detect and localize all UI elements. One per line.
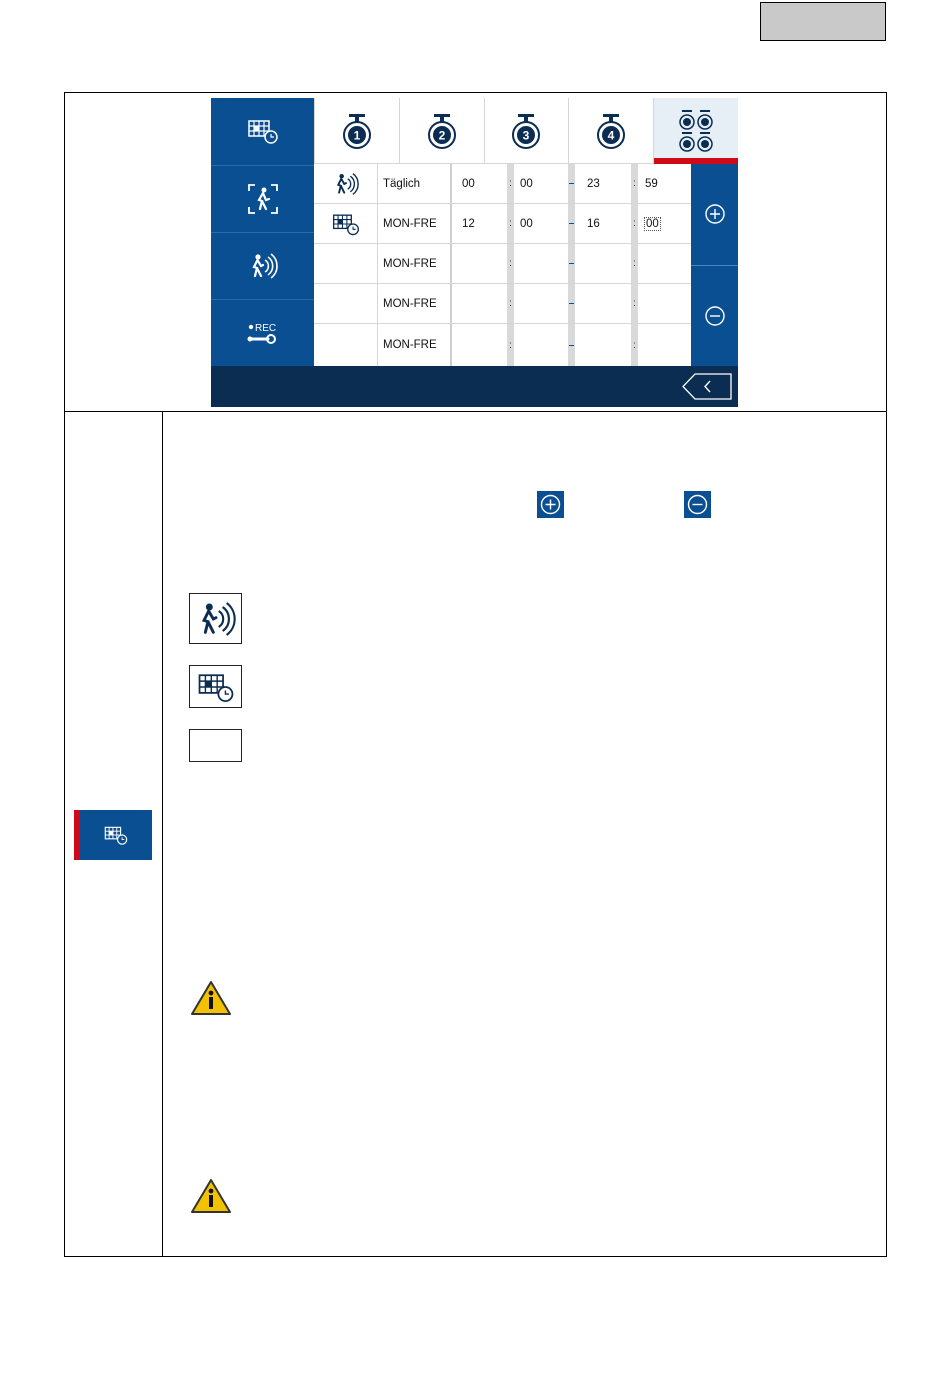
schedule-grid-icon <box>246 117 280 145</box>
table-divider <box>64 411 887 412</box>
schedule-grid-icon <box>103 824 129 846</box>
rec-label: REC <box>254 322 276 334</box>
colon-separator: : <box>507 164 514 203</box>
row-start-minute[interactable]: 00 <box>520 177 533 190</box>
camera-4-icon <box>595 112 627 150</box>
colon-separator: : <box>507 284 514 323</box>
row-day[interactable]: MON-FRE <box>378 324 452 366</box>
tab-camera-1[interactable] <box>314 98 399 164</box>
camera-2-icon <box>426 112 458 150</box>
back-chevron-icon[interactable] <box>682 373 732 400</box>
row-start-minute[interactable] <box>514 284 566 323</box>
sidebar-item-schedule[interactable] <box>211 98 314 164</box>
dash-separator: – <box>568 164 575 203</box>
all-cameras-icon <box>677 108 715 154</box>
row-day[interactable]: MON-FRE <box>378 284 452 323</box>
colon-separator: : <box>507 244 514 283</box>
row-type-cell[interactable] <box>314 244 378 283</box>
bottom-bar <box>211 366 738 407</box>
schedule-row[interactable] <box>314 244 691 284</box>
legend-schedule-icon <box>189 665 242 708</box>
colon-separator: : <box>631 244 638 283</box>
table-column-divider <box>162 411 163 1257</box>
dash-separator: – <box>568 204 575 243</box>
person-detect-icon <box>246 182 280 216</box>
dash-separator: – <box>568 284 575 323</box>
row-end-hour[interactable]: 23 <box>587 177 600 190</box>
camera-4-number: 4 <box>607 128 615 142</box>
plus-circle-icon <box>704 203 726 225</box>
motion-detect-icon <box>333 171 359 197</box>
row-end-minute[interactable] <box>638 244 691 283</box>
row-type-cell[interactable] <box>314 204 378 243</box>
row-day[interactable]: MON-FRE <box>378 244 452 283</box>
row-end-hour[interactable] <box>577 284 631 323</box>
row-start-minute[interactable]: 00 <box>520 217 533 230</box>
dash-separator: – <box>568 324 575 366</box>
row-end-minute[interactable] <box>638 324 691 366</box>
motion-detect-icon <box>248 251 278 281</box>
row-end-minute-value[interactable]: 00 <box>646 217 659 230</box>
row-end-hour[interactable] <box>577 244 631 283</box>
schedule-row[interactable] <box>314 324 691 366</box>
camera-tabs <box>314 98 738 164</box>
camera-1-number: 1 <box>353 128 361 142</box>
row-day[interactable]: Täglich <box>378 164 452 203</box>
row-type-cell[interactable] <box>314 284 378 323</box>
row-start-minute[interactable] <box>514 324 566 366</box>
minus-circle-icon <box>684 491 711 518</box>
camera-3-icon <box>510 112 542 150</box>
schedule-table <box>314 164 691 366</box>
camera-2-number: 2 <box>438 128 446 142</box>
schedule-menu-tag <box>74 810 152 860</box>
row-end-minute[interactable] <box>638 284 691 323</box>
camera-1-icon <box>341 112 373 150</box>
row-start-hour[interactable] <box>453 284 507 323</box>
colon-separator: : <box>507 324 514 366</box>
dash-separator: – <box>568 244 575 283</box>
sidebar <box>211 98 314 366</box>
colon-separator: : <box>631 324 638 366</box>
sidebar-item-person-detection[interactable] <box>211 165 314 231</box>
row-end-minute[interactable]: 59 <box>645 177 658 190</box>
minus-circle-icon <box>704 305 726 327</box>
add-row-button[interactable] <box>691 164 738 264</box>
row-actions <box>691 164 738 366</box>
row-type-cell[interactable] <box>314 164 378 203</box>
plus-circle-icon <box>537 491 564 518</box>
sidebar-item-motion-detection[interactable] <box>211 232 314 298</box>
remove-row-button[interactable] <box>691 265 738 365</box>
tab-camera-2[interactable] <box>399 98 484 164</box>
rec-settings-icon <box>246 320 280 346</box>
schedule-grid-icon <box>331 211 361 237</box>
row-start-hour[interactable] <box>453 324 507 366</box>
row-start-hour[interactable]: 00 <box>462 177 475 190</box>
device-screen <box>211 98 738 407</box>
info-warning-icon <box>190 1178 232 1214</box>
row-end-hour[interactable]: 16 <box>587 217 600 230</box>
tab-camera-3[interactable] <box>484 98 569 164</box>
row-type-cell[interactable] <box>314 324 378 366</box>
schedule-row[interactable] <box>314 284 691 324</box>
row-end-hour[interactable] <box>577 324 631 366</box>
colon-separator: : <box>631 204 638 243</box>
tab-all-cameras[interactable] <box>653 98 738 164</box>
legend-empty-icon <box>189 729 242 762</box>
sidebar-item-record-settings[interactable] <box>211 299 314 365</box>
row-start-hour[interactable] <box>453 244 507 283</box>
row-end-minute[interactable] <box>638 204 691 243</box>
tab-camera-4[interactable] <box>568 98 653 164</box>
schedule-row[interactable] <box>314 204 691 244</box>
row-day[interactable]: MON-FRE <box>378 204 452 243</box>
row-start-minute[interactable] <box>514 244 566 283</box>
camera-3-number: 3 <box>523 128 530 142</box>
page-number-box <box>760 2 886 41</box>
colon-separator: : <box>631 164 638 203</box>
row-start-hour[interactable]: 12 <box>462 217 475 230</box>
colon-separator: : <box>507 204 514 243</box>
info-warning-icon <box>190 980 232 1016</box>
motion-detect-icon <box>196 599 236 639</box>
colon-separator: : <box>631 284 638 323</box>
schedule-grid-icon <box>196 670 236 704</box>
schedule-row[interactable] <box>314 164 691 204</box>
legend-motion-icon <box>189 593 242 644</box>
